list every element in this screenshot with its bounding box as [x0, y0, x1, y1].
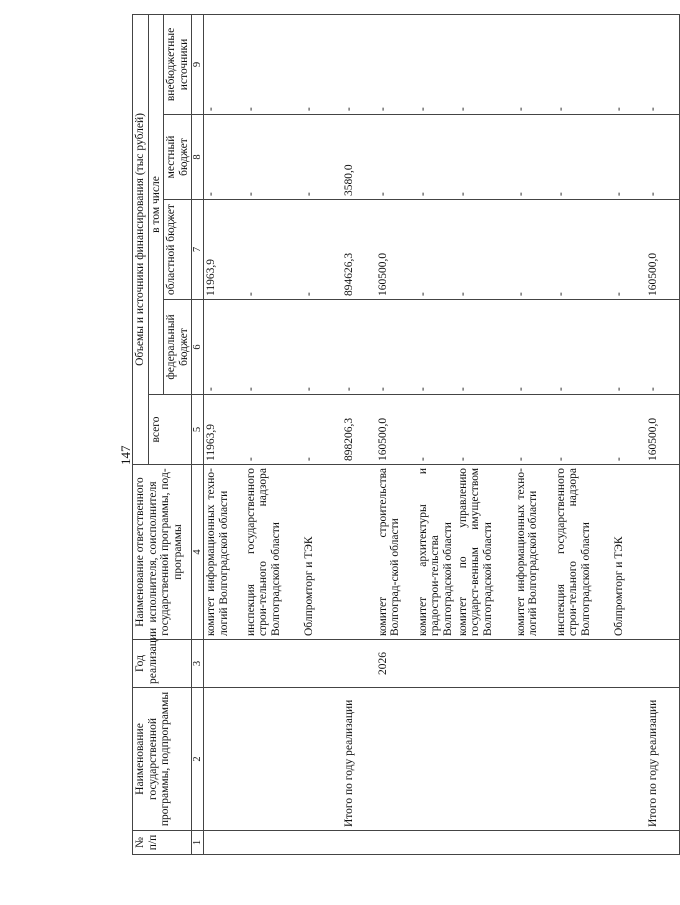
cell-c2 — [302, 688, 342, 831]
header-year: Год реализации — [133, 640, 192, 688]
column-number: 3 — [192, 640, 204, 688]
cell-c4: комитет по управлению государст-венным имуществом Волгоградской области — [456, 465, 514, 640]
table-row — [302, 14, 342, 854]
cell-c5: 11963,9 — [204, 395, 244, 465]
table-row — [554, 14, 612, 854]
cell-c7: - — [456, 200, 514, 300]
cell-c1 — [456, 831, 514, 855]
cell-c7: - — [302, 200, 342, 300]
cell-c3: 2026 — [376, 640, 416, 688]
cell-c8: 3580,0 — [342, 115, 376, 200]
cell-c2: Итого по году реализации — [646, 688, 680, 831]
column-number: 7 — [192, 200, 204, 300]
cell-c1 — [204, 831, 244, 855]
table-row — [204, 14, 244, 854]
column-number: 6 — [192, 300, 204, 395]
cell-c6: - — [204, 300, 244, 395]
cell-c5: - — [554, 395, 612, 465]
cell-c3 — [416, 640, 456, 688]
header-program: Наименование государственной программы, подпрограммы — [133, 688, 192, 831]
header-regional: областной бюджет — [164, 200, 192, 300]
cell-c2: Итого по году реализации — [342, 688, 376, 831]
cell-c9: - — [244, 14, 302, 114]
cell-c1 — [554, 831, 612, 855]
cell-c5: 160500,0 — [646, 395, 680, 465]
cell-c7: - — [554, 200, 612, 300]
cell-c2 — [416, 688, 456, 831]
column-number: 5 — [192, 395, 204, 465]
cell-c5: - — [612, 395, 646, 465]
cell-c3 — [342, 640, 376, 688]
cell-c5: 898206,3 — [342, 395, 376, 465]
column-number: 9 — [192, 14, 204, 114]
column-number: 1 — [192, 831, 204, 855]
cell-c1 — [514, 831, 554, 855]
page-number: 147 — [118, 445, 133, 465]
cell-c1 — [612, 831, 646, 855]
cell-c3 — [456, 640, 514, 688]
cell-c7: - — [244, 200, 302, 300]
cell-c3 — [612, 640, 646, 688]
cell-c8: - — [302, 115, 342, 200]
cell-c1 — [376, 831, 416, 855]
cell-c7: 894626,3 — [342, 200, 376, 300]
cell-c5: - — [302, 395, 342, 465]
cell-c7: - — [416, 200, 456, 300]
cell-c4: Облпромторг и ТЭК — [302, 465, 342, 640]
cell-c6: - — [456, 300, 514, 395]
table-row — [646, 14, 680, 854]
cell-c9: - — [342, 14, 376, 114]
cell-c4: комитет архитектуры и градострои-тельства Волгоградской области — [416, 465, 456, 640]
cell-c8: - — [376, 115, 416, 200]
cell-c4 — [342, 465, 376, 640]
cell-c8: - — [612, 115, 646, 200]
header-extra: внебюджетные источники — [164, 14, 192, 114]
cell-c9: - — [554, 14, 612, 114]
cell-c5: - — [514, 395, 554, 465]
cell-c4: инспекция государственного строи-тельного надзора Волгоградской области — [244, 465, 302, 640]
cell-c9: - — [302, 14, 342, 114]
financing-table — [132, 14, 680, 855]
header-incl: в том числе — [148, 14, 164, 394]
cell-c7: - — [514, 200, 554, 300]
column-number: 2 — [192, 688, 204, 831]
cell-c9: - — [514, 14, 554, 114]
cell-c8: - — [416, 115, 456, 200]
header-total: всего — [148, 395, 192, 465]
cell-c6: - — [302, 300, 342, 395]
cell-c3 — [514, 640, 554, 688]
cell-c9: - — [416, 14, 456, 114]
cell-c9: - — [204, 14, 244, 114]
column-number-row — [192, 14, 204, 854]
cell-c7: - — [612, 200, 646, 300]
cell-c8: - — [244, 115, 302, 200]
cell-c3 — [204, 640, 244, 688]
cell-c8: - — [646, 115, 680, 200]
cell-c1 — [342, 831, 376, 855]
cell-c6: - — [416, 300, 456, 395]
header-federal: федеральный бюджет — [164, 300, 192, 395]
cell-c9: - — [456, 14, 514, 114]
cell-c2 — [612, 688, 646, 831]
cell-c8: - — [514, 115, 554, 200]
cell-c9: - — [646, 14, 680, 114]
table-row — [376, 14, 416, 854]
cell-c8: - — [204, 115, 244, 200]
cell-c4: инспекция государственного строи-тельного надзора Волгоградской области — [554, 465, 612, 640]
cell-c7: 11963,9 — [204, 200, 244, 300]
cell-c2 — [376, 688, 416, 831]
cell-c7: 160500,0 — [646, 200, 680, 300]
table-row — [416, 14, 456, 854]
header-volumes: Объемы и источники финансирования (тыс рублей) — [133, 14, 149, 464]
cell-c1 — [646, 831, 680, 855]
cell-c1 — [302, 831, 342, 855]
cell-c9: - — [612, 14, 646, 114]
cell-c9: - — [376, 14, 416, 114]
column-number: 8 — [192, 115, 204, 200]
cell-c3 — [244, 640, 302, 688]
table-row — [612, 14, 646, 854]
cell-c3 — [302, 640, 342, 688]
cell-c7: 160500,0 — [376, 200, 416, 300]
column-number: 4 — [192, 465, 204, 640]
cell-c5: - — [416, 395, 456, 465]
cell-c1 — [416, 831, 456, 855]
cell-c6: - — [342, 300, 376, 395]
cell-c6: - — [376, 300, 416, 395]
table-body — [204, 14, 680, 854]
cell-c4: комитет информационных техно-логий Волгоградской области — [204, 465, 244, 640]
cell-c4: Облпромторг и ТЭК — [612, 465, 646, 640]
cell-c6: - — [612, 300, 646, 395]
cell-c2 — [204, 688, 244, 831]
cell-c1 — [244, 831, 302, 855]
cell-c8: - — [456, 115, 514, 200]
header-num: № п/п — [133, 831, 192, 855]
header-executor: Наименование ответственного исполнителя, соисполнителя государственной программы, под-программы — [133, 465, 192, 640]
cell-c5: - — [244, 395, 302, 465]
cell-c5: - — [456, 395, 514, 465]
header-local: местный бюджет — [164, 115, 192, 200]
cell-c6: - — [554, 300, 612, 395]
cell-c2 — [244, 688, 302, 831]
cell-c2 — [514, 688, 554, 831]
cell-c4: комитет информационных техно-логий Волгоградской области — [514, 465, 554, 640]
cell-c2 — [554, 688, 612, 831]
table-row — [244, 14, 302, 854]
cell-c4: комитет строительства Волгоград-ской области — [376, 465, 416, 640]
cell-c5: 160500,0 — [376, 395, 416, 465]
cell-c6: - — [646, 300, 680, 395]
cell-c4 — [646, 465, 680, 640]
table-row — [456, 14, 514, 854]
cell-c6: - — [244, 300, 302, 395]
cell-c3 — [554, 640, 612, 688]
cell-c6: - — [514, 300, 554, 395]
table-row — [342, 14, 376, 854]
cell-c2 — [456, 688, 514, 831]
cell-c3 — [646, 640, 680, 688]
table-row — [514, 14, 554, 854]
cell-c8: - — [554, 115, 612, 200]
